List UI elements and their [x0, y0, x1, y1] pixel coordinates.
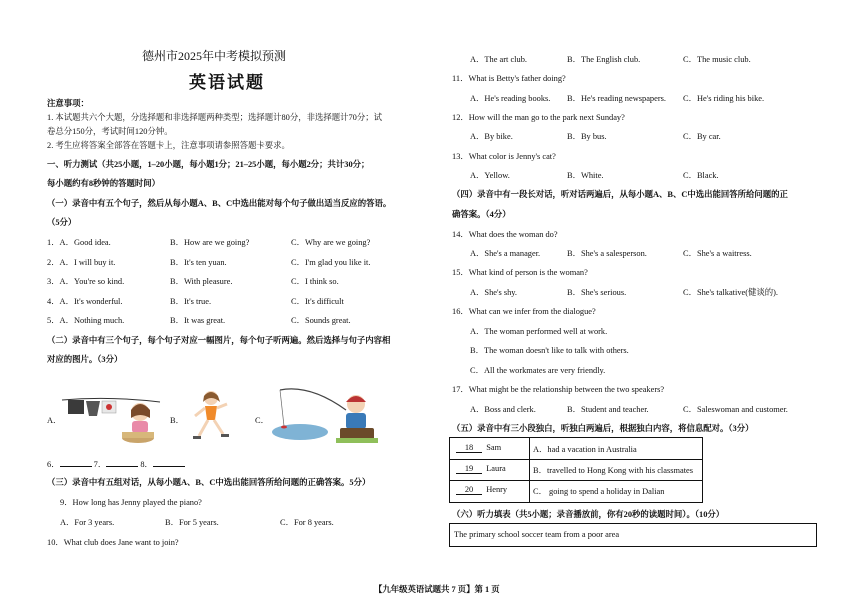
picture-answer-blanks: 6． 7． 8．	[47, 458, 185, 470]
q16-text: 16．What can we infer from the dialogue?	[452, 307, 596, 316]
q1-option-a: 1．A．Good idea.	[47, 238, 111, 247]
q2-option-b: B．It's ten yuan.	[170, 258, 227, 267]
q15-text: 15．What kind of person is the woman?	[452, 268, 588, 277]
table-row	[450, 438, 702, 460]
page-footer: 【九年级英语试题共 7 页】第 1 页	[374, 585, 500, 594]
q14-text: 14．What does the woman do?	[452, 230, 558, 239]
picture-a-laundry	[60, 392, 172, 444]
fill-table-caption: The primary school soccer team from a poor area	[454, 530, 620, 539]
q9-option-a: A．For 3 years.	[60, 518, 115, 527]
q10-option-a: A．The art club.	[470, 55, 527, 64]
speaker-name: Sam	[486, 443, 502, 452]
q15-option-a: A．She's shy.	[470, 288, 518, 297]
q13-option-c: C．Black.	[683, 171, 719, 180]
picture-label-c: C．	[255, 416, 269, 425]
q10-text: 10．What club does Jane want to join?	[47, 538, 179, 547]
picture-label-a: A．	[47, 416, 62, 425]
q5-option-b: B．It was great.	[170, 316, 226, 325]
answer-blank-20[interactable]: 20	[456, 485, 482, 495]
part1-heading-2: 每小题约有8秒钟的答题时间）	[47, 179, 161, 188]
q3-option-a: 3．A．You're so kind.	[47, 277, 125, 286]
q15-option-b: B．She's serious.	[567, 288, 627, 297]
q9-option-c: C．For 8 years.	[280, 518, 334, 527]
q4-option-c: C．It's difficult	[291, 297, 344, 306]
notice-line-2: 卷总分150分，考试时间120分钟。	[47, 127, 173, 136]
q9-text: 9．How long has Jenny played the piano?	[60, 498, 202, 507]
q17-option-b: B．Student and teacher.	[567, 405, 649, 414]
q4-option-a: 4．A．It's wonderful.	[47, 297, 123, 306]
sec2-heading-1: （二）录音中有三个句子，每个句子对应一幅图片，每个句子听两遍。然后选择与句子内容相	[47, 336, 391, 345]
match-option: B．travelled to Hong Kong with his classmates	[533, 466, 694, 475]
notice-line-3: 2. 考生应将答案全部答在答题卡上，注意事项请参照答题卡要求。	[47, 141, 290, 150]
blank-6[interactable]	[60, 466, 92, 467]
fill-table-box	[449, 523, 817, 547]
subject-title: 英语试题	[189, 73, 265, 92]
q13-text: 13．What color is Jenny's cat?	[452, 152, 556, 161]
q12-option-a: A．By bike.	[470, 132, 513, 141]
q14-option-c: C．She's a waitress.	[683, 249, 752, 258]
sec6-heading: （六）听力填表（共5小题；录音播放前，你有20秒的读题时间）。（10分）	[452, 510, 725, 519]
q5-option-a: 5．A．Nothing much.	[47, 316, 125, 325]
q17-option-a: A．Boss and clerk.	[470, 405, 536, 414]
q16-option-c: C．All the workmates are very friendly.	[470, 366, 606, 375]
q1-option-b: B．How are we going?	[170, 238, 250, 247]
speaker-name: Henry	[486, 485, 508, 494]
blank-8[interactable]	[153, 466, 185, 467]
picture-label-b: B．	[170, 416, 184, 425]
q4-option-b: B．It's true.	[170, 297, 212, 306]
sec4-heading-1: （四）录音中有一段长对话，听对话两遍后，从每小题A、B、C中选出能回答所给问题的正	[452, 190, 788, 199]
q5-option-c: C．Sounds great.	[291, 316, 351, 325]
q11-option-c: C．He's riding his bike.	[683, 94, 765, 103]
q15-option-c: C．She's talkative(健谈的).	[683, 288, 779, 297]
q10-option-c: C．The music club.	[683, 55, 751, 64]
q14-option-b: B．She's a salesperson.	[567, 249, 647, 258]
q1-option-c: C．Why are we going?	[291, 238, 371, 247]
notice-heading: 注意事项：	[47, 99, 89, 108]
picture-c-fishing	[270, 386, 380, 446]
q17-text: 17．What might be the relationship between the two speakers?	[452, 385, 665, 394]
q13-option-a: A．Yellow.	[470, 171, 510, 180]
q16-option-b: B．The woman doesn't like to talk with others.	[470, 346, 629, 355]
sec4-heading-2: 确答案。（4分）	[452, 210, 511, 219]
match-option: A．had a vacation in Australia	[533, 445, 637, 454]
notice-line-1: 1. 本试题共六个大题，分选择题和非选择题两种类型；选择题计80分，非选择题计70分；试	[47, 113, 382, 122]
q10-option-b: B．The English club.	[567, 55, 641, 64]
q11-option-a: A．He's reading books.	[470, 94, 551, 103]
matching-table	[449, 437, 703, 503]
table-row	[450, 480, 702, 501]
match-option: C． going to spend a holiday in Dalian	[533, 487, 665, 496]
blank-7[interactable]	[106, 466, 138, 467]
exam-title: 德州市2025年中考模拟预测	[142, 49, 287, 63]
part1-heading-1: 一、听力测试（共25小题，1–20小题，每小题1分；21–25小题，每小题2分；共计30分；	[47, 160, 370, 169]
q17-option-c: C．Saleswoman and customer.	[683, 405, 788, 414]
q16-option-a: A．The woman performed well at work.	[470, 327, 608, 336]
q3-option-c: C．I think so.	[291, 277, 339, 286]
q13-option-b: B．White.	[567, 171, 604, 180]
sec1-heading-1: （一）录音中有五个句子，然后从每小题A、B、C中选出能对每个句子做出适当反应的答语。	[47, 199, 392, 208]
q14-option-a: A．She's a manager.	[470, 249, 541, 258]
q9-option-b: B．For 5 years.	[165, 518, 219, 527]
sec5-heading: （五）录音中有三小段独白，听独白两遍后，根据独白内容，将信息配对。（3分）	[452, 424, 754, 433]
q11-option-b: B．He's reading newspapers.	[567, 94, 666, 103]
speaker-name: Laura	[486, 464, 506, 473]
table-row	[450, 459, 702, 481]
answer-blank-19[interactable]: 19	[456, 464, 482, 474]
sec2-heading-2: 对应的图片。（3分）	[47, 355, 123, 364]
q12-option-c: C．By car.	[683, 132, 721, 141]
sec3-heading: （三）录音中有五组对话，从每小题A、B、C中选出能回答所给问题的正确答案。5分）	[47, 478, 371, 487]
q2-option-a: 2．A．I will buy it.	[47, 258, 116, 267]
picture-b-jogging	[185, 388, 235, 444]
q12-text: 12．How will the man go to the park next Sunday?	[452, 113, 625, 122]
q3-option-b: B．With pleasure.	[170, 277, 233, 286]
q11-text: 11．What is Betty's father doing?	[452, 74, 566, 83]
sec1-heading-2: （5分）	[47, 218, 77, 227]
q12-option-b: B．By bus.	[567, 132, 607, 141]
q2-option-c: C．I'm glad you like it.	[291, 258, 371, 267]
answer-blank-18[interactable]: 18	[456, 443, 482, 453]
